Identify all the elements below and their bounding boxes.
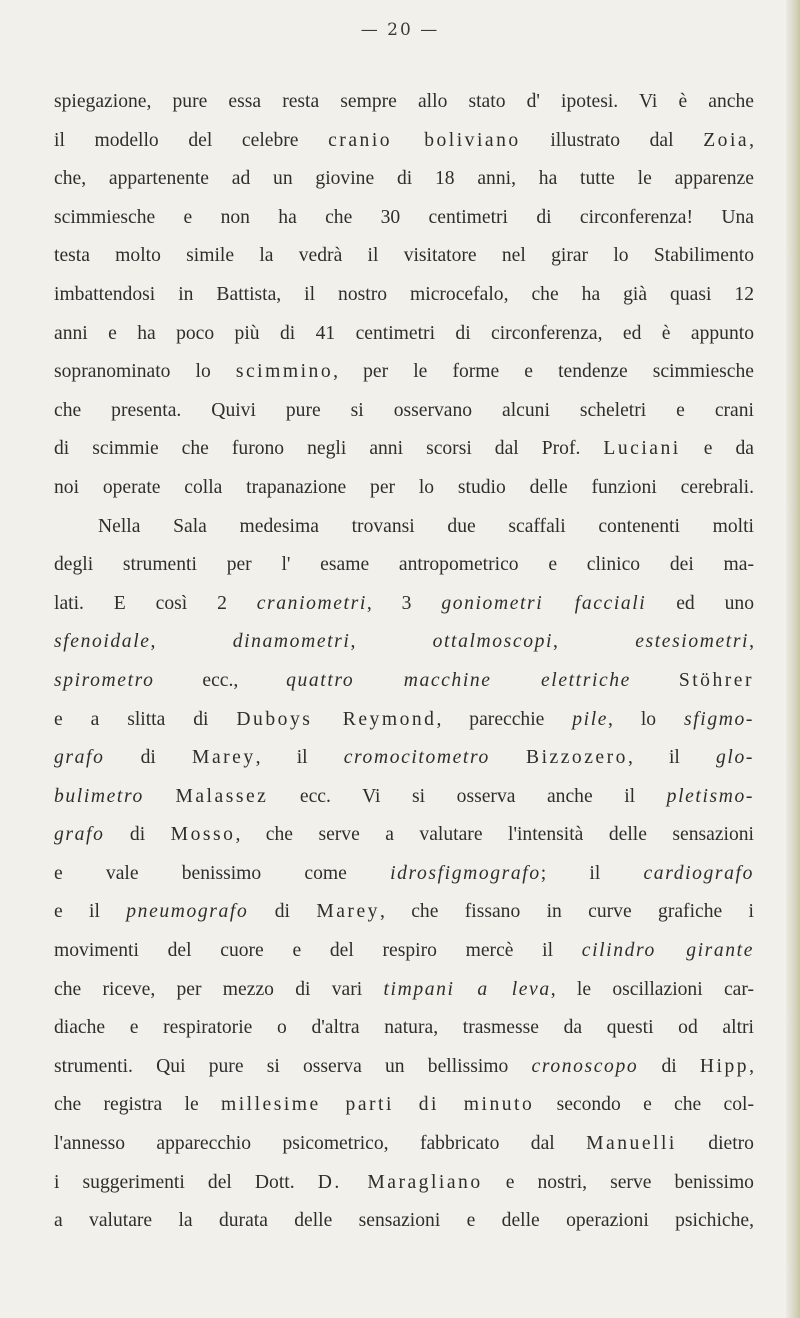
text-run: testa molto simile la vedrà il visitatore nel girar lo Stabilimento xyxy=(54,245,754,267)
spaced-name: millesime parti di minuto xyxy=(220,1094,535,1116)
text-run: secondo e che col- xyxy=(534,1094,754,1116)
italic-term: goniometri facciali xyxy=(441,592,647,614)
spaced-name: Stöhrer xyxy=(678,669,754,691)
text-run: di xyxy=(104,824,171,846)
text-run: spiegazione, pure essa resta sempre allo stato d' ipotesi. Vi è anche xyxy=(54,91,754,112)
text-line xyxy=(54,392,754,431)
text-run: e il xyxy=(54,901,127,923)
text-line xyxy=(54,276,754,315)
text-line xyxy=(54,469,754,508)
text-run: movimenti del cuore e del respiro mercè il xyxy=(54,940,582,962)
text-run: e a slitta di xyxy=(54,708,237,730)
italic-term: cromocitometro xyxy=(343,747,490,769)
text-run: di scimmie che furono negli anni scorsi dal Prof. xyxy=(54,438,604,460)
page-number: — 20 — xyxy=(360,20,440,40)
text-line xyxy=(54,1164,754,1203)
text-run: , il xyxy=(255,747,344,769)
text-run: , le oscillazioni car- xyxy=(550,978,755,1000)
italic-term: idrosfigmografo xyxy=(390,862,541,884)
italic-term: cardiografo xyxy=(643,862,754,884)
text-run: e nostri, serve benissimo xyxy=(482,1171,754,1193)
italic-term: sfigmo- xyxy=(684,708,755,730)
text-run: che, appartenente ad un giovine di 18 anni, ha tutte le apparenze xyxy=(54,168,754,190)
text-run: degli strumenti per l' esame antropometrico e clinico dei ma- xyxy=(54,554,754,576)
text-run: , xyxy=(749,1055,754,1077)
text-run xyxy=(144,786,176,807)
italic-term: ottalmoscopi xyxy=(432,631,554,653)
text-run: , xyxy=(150,631,233,653)
text-run: , che serve a valutare l'intensità delle sensazioni xyxy=(235,824,754,846)
text-run: diache e respiratorie o d'altra natura, trasmesse da questi od altri xyxy=(54,1017,754,1039)
italic-term: grafo xyxy=(54,747,105,769)
text-run: scimmiesche e non ha che 30 centimetri di circonferenza! Una xyxy=(54,206,754,228)
italic-term: cilindro girante xyxy=(581,940,755,962)
text-line xyxy=(54,237,754,276)
spaced-name: Luciani xyxy=(603,438,681,460)
text-run xyxy=(490,747,526,768)
text-run: , il xyxy=(627,747,717,769)
spaced-name: scimmino xyxy=(235,361,334,383)
text-run: , per le forme e tendenze scimmiesche xyxy=(333,361,754,383)
text-run: di xyxy=(104,747,193,769)
italic-term: spirometro xyxy=(54,669,155,691)
text-run: , parecchie xyxy=(436,708,573,730)
text-run: , che fissano in curve grafiche i xyxy=(379,901,754,923)
text-run: strumenti. Qui pure si osserva un bellissimo xyxy=(54,1055,532,1077)
text-run: i suggerimenti del Dott. xyxy=(54,1171,318,1193)
text-line xyxy=(54,1048,754,1087)
body-text xyxy=(54,83,754,1241)
text-run: , xyxy=(749,631,754,653)
text-run: noi operate colla trapanazione per lo studio delle funzioni cerebrali. xyxy=(54,476,754,498)
page-edge-shadow xyxy=(786,0,800,1318)
text-run: imbattendosi in Battista, il nostro microcefalo, che ha già quasi 12 xyxy=(54,283,754,305)
text-line xyxy=(54,971,754,1010)
text-line xyxy=(54,83,754,122)
italic-term: estesiometri xyxy=(635,631,750,653)
text-line xyxy=(54,508,754,547)
italic-term: pile xyxy=(572,708,609,730)
italic-term: pletismo- xyxy=(666,785,754,807)
text-line xyxy=(54,315,754,354)
italic-term: craniometri xyxy=(256,592,367,614)
text-line xyxy=(54,662,754,701)
text-run: dietro xyxy=(676,1133,754,1155)
text-run: che presenta. Quivi pure si osservano alcuni scheletri e crani xyxy=(54,399,754,421)
text-run: , xyxy=(350,631,433,653)
text-run: , lo xyxy=(608,708,685,730)
text-line xyxy=(54,739,754,778)
text-line xyxy=(54,353,754,392)
text-run: di xyxy=(248,901,317,923)
text-run: anni e ha poco più di 41 centimetri di circonferenza, ed è appunto xyxy=(54,322,754,344)
text-line xyxy=(54,1125,754,1164)
text-line xyxy=(54,816,754,855)
italic-term: dinamometri xyxy=(232,631,351,653)
text-run: lati. E così 2 xyxy=(54,592,257,614)
text-line xyxy=(54,122,754,161)
text-run: e vale benissimo come xyxy=(54,862,391,884)
spaced-name: Bizzozero xyxy=(526,747,628,769)
text-run: ed uno xyxy=(646,592,754,614)
text-line xyxy=(54,160,754,199)
italic-term: sfenoidale xyxy=(54,631,151,653)
text-run: , xyxy=(553,631,636,653)
italic-term: bulimetro xyxy=(54,785,144,807)
spaced-name: Marey xyxy=(192,747,256,769)
spaced-name: Mosso xyxy=(170,824,236,846)
spaced-name: Manuelli xyxy=(586,1133,677,1155)
spaced-name: Zoia xyxy=(703,129,750,151)
text-line xyxy=(54,855,754,894)
text-run: l'annesso apparecchio psicometrico, fabbricato dal xyxy=(54,1133,587,1155)
spaced-name: D. Maragliano xyxy=(317,1171,483,1193)
text-line xyxy=(54,893,754,932)
spaced-name: cranio boliviano xyxy=(328,129,521,151)
spaced-name: Marey xyxy=(316,901,380,923)
text-run: sopranominato lo xyxy=(54,361,236,383)
text-line xyxy=(54,778,754,817)
text-line xyxy=(54,585,754,624)
spaced-name: Duboys Reymond xyxy=(236,708,437,730)
text-line xyxy=(54,1009,754,1048)
spaced-name: Malassez xyxy=(175,785,269,807)
text-run: il modello del celebre xyxy=(54,129,329,151)
text-run: ecc. Vi si osserva anche il xyxy=(268,785,667,807)
text-line xyxy=(54,932,754,971)
text-run: che registra le xyxy=(54,1094,221,1116)
spaced-name: Hipp xyxy=(699,1055,750,1077)
text-line xyxy=(54,1202,754,1241)
text-line xyxy=(54,546,754,585)
text-run: di xyxy=(638,1055,700,1077)
text-run: , xyxy=(749,129,755,151)
text-run: Nella Sala medesima trovansi due scaffali contenenti molti xyxy=(98,515,754,537)
italic-term: grafo xyxy=(54,824,105,846)
text-line xyxy=(54,623,754,662)
italic-term: cronoscopo xyxy=(531,1055,639,1077)
text-run: ; il xyxy=(540,862,644,884)
text-run: , 3 xyxy=(366,592,442,614)
text-line xyxy=(54,430,754,469)
text-run xyxy=(631,670,679,691)
italic-term: quattro macchine elettriche xyxy=(286,669,631,691)
text-run: che riceve, per mezzo di vari xyxy=(54,978,384,1000)
text-line xyxy=(54,701,754,740)
text-line xyxy=(54,199,754,238)
text-run: illustrato dal xyxy=(520,129,704,151)
text-run: e da xyxy=(680,438,754,460)
italic-term: glo- xyxy=(716,747,754,769)
text-run: a valutare la durata delle sensazioni e delle operazioni psichiche, xyxy=(54,1210,754,1232)
italic-term: timpani a leva xyxy=(383,978,551,1000)
text-line xyxy=(54,1086,754,1125)
italic-term: pneumografo xyxy=(126,901,249,923)
text-run: ecc., xyxy=(154,669,287,691)
